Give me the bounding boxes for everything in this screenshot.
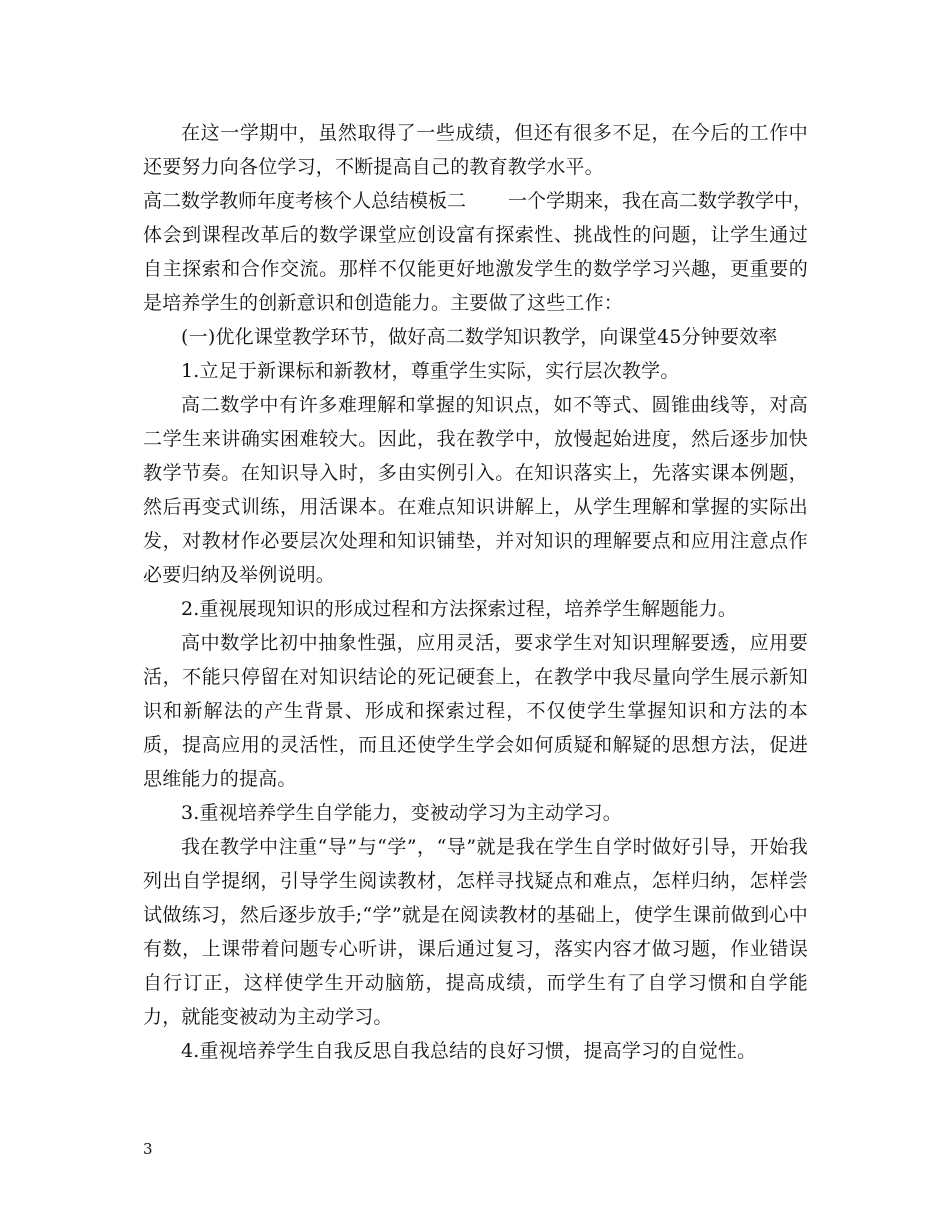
page-number: 3	[143, 1140, 153, 1158]
point-1-heading: 1.立足于新课标和新教材，尊重学生实际，实行层次教学。	[181, 360, 680, 382]
subsection-heading: (一)优化课堂教学环节，做好高二数学知识教学，向课堂45分钟要效率	[181, 326, 778, 348]
point-1-body: 高二数学中有许多难理解和掌握的知识点，如不等式、圆锥曲线等，对高二学生来讲确实困难较大。因此，我在教学中，放慢起始进度，然后逐步加快教学节奏。在知识导入时，多由实例引入。在知识落实上，先落实课本例题，然后再变式训练，用活课本。在难点知识讲解上，从学生理解和掌握的实际出发，对教材作必要层次处理和知识铺垫，并对知识的理解要点和应用注意点作必要归纳及举例说明。	[143, 394, 808, 586]
intro-first-line: 一个学期来，我在高二数学教学中，	[508, 190, 813, 212]
point-4-heading: 4.重视培养学生自我反思自我总结的良好习惯，提高学习的自觉性。	[181, 1040, 757, 1062]
section-title: 高二数学教师年度考核个人总结模板二	[143, 190, 467, 212]
point-3-heading: 3.重视培养学生自学能力，变被动学习为主动学习。	[181, 802, 622, 824]
intro-paragraph-continued: 体会到课程改革后的数学课堂应创设富有探索性、挑战性的问题，让学生通过自主探索和合作交流。那样不仅能更好地激发学生的数学学习兴趣，更重要的是培养学生的创新意识和创造能力。主要做了这些工作：	[143, 224, 808, 314]
paragraph-closing-remarks: 在这一学期中，虽然取得了一些成绩，但还有很多不足，在今后的工作中还要努力向各位学习，不断提高自己的教育教学水平。	[143, 122, 808, 178]
point-3-body: 我在教学中注重“导”与“学”，“导”就是我在学生自学时做好引导，开始我列出自学提纲，引导学生阅读教材，怎样寻找疑点和难点，怎样归纳，怎样尝试做练习，然后逐步放手;“学”就是在阅读教材的基础上，使学生课前做到心中有数，上课带着问题专心听讲，课后通过复习，落实内容才做习题，作业错误自行订正，这样使学生开动脑筋，提高成绩，而学生有了自学习惯和自学能力，就能变被动为主动学习。	[143, 836, 808, 1028]
point-2-heading: 2.重视展现知识的形成过程和方法探索过程，培养学生解题能力。	[181, 598, 738, 620]
point-2-body: 高中数学比初中抽象性强，应用灵活，要求学生对知识理解要透，应用要活，不能只停留在对知识结论的死记硬套上，在教学中我尽量向学生展示新知识和新解法的产生背景、形成和探索过程，不仅使学生掌握知识和方法的本质，提高应用的灵活性，而且还使学生学会如何质疑和解疑的思想方法，促进思维能力的提高。	[143, 632, 808, 790]
document-body	[143, 116, 813, 1068]
section-heading-line	[143, 184, 813, 218]
